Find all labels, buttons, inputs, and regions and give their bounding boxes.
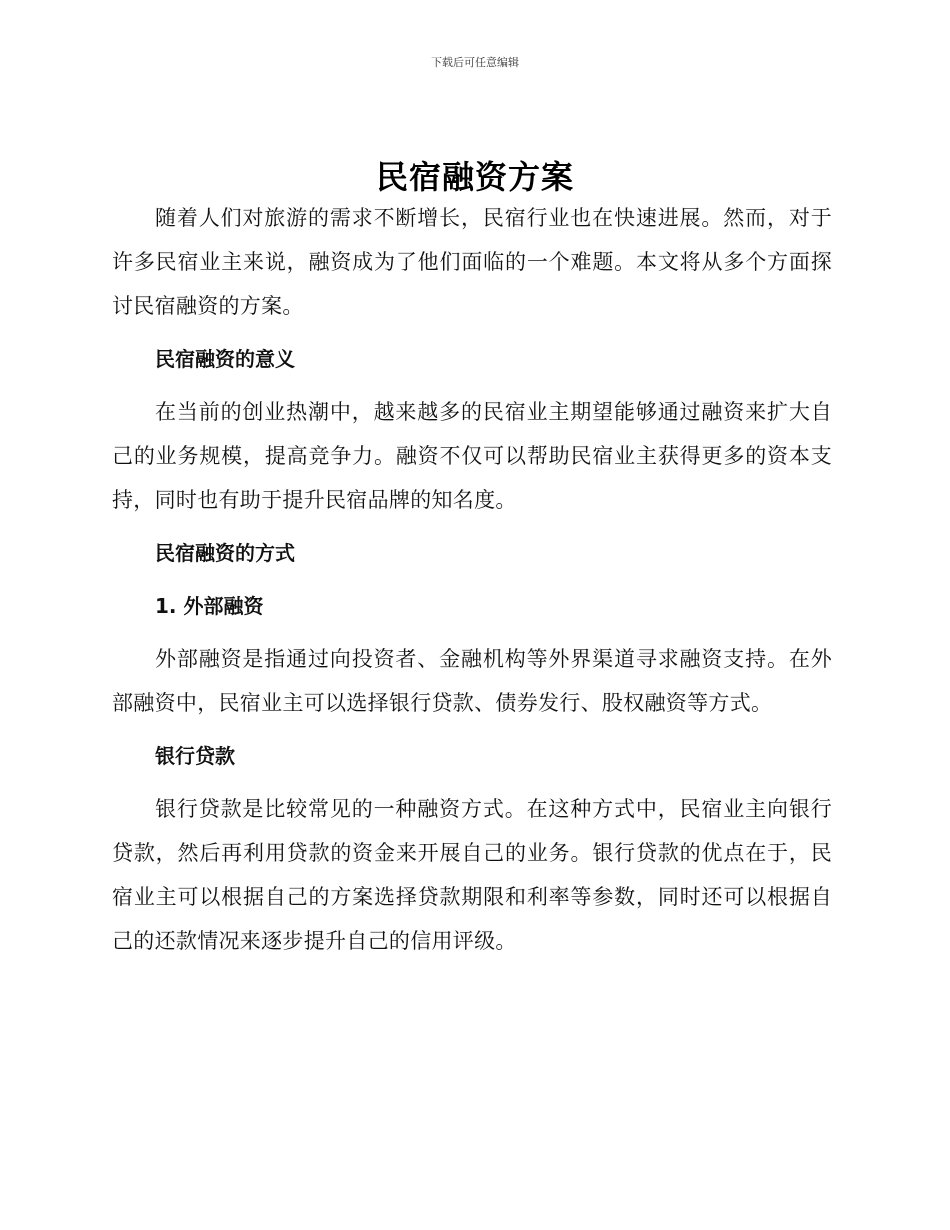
meaning-paragraph: 在当前的创业热潮中，越来越多的民宿业主期望能够通过融资来扩大自己的业务规模，提高竞争力。融资不仅可以帮助民宿业主获得更多的资本支持，同时也有助于提升民宿品牌的知名度。 — [112, 400, 832, 512]
external-paragraph: 外部融资是指通过向投资者、金融机构等外界渠道寻求融资支持。在外部融资中，民宿业主可以选择银行贷款、债券发行、股权融资等方式。 — [112, 647, 832, 715]
section-heading-methods: 民宿融资的方式 — [155, 541, 295, 565]
header-note: 下载后可任意编辑 — [431, 56, 519, 69]
bank-loan-paragraph: 银行贷款是比较常见的一种融资方式。在这种方式中，民宿业主向银行贷款，然后再利用贷款的资金来开展自己的业务。银行贷款的优点在于，民宿业主可以根据自己的方案选择贷款期限和利率等参数，同时还可以根据自己的还款情况来逐步提升自己的信用评级。 — [112, 797, 832, 953]
subsection-heading-bank-loan: 银行贷款 — [155, 744, 235, 768]
section-heading-meaning: 民宿融资的意义 — [155, 347, 295, 371]
intro-paragraph: 随着人们对旅游的需求不断增长，民宿行业也在快速进展。然而，对于许多民宿业主来说，融资成为了他们面临的一个难题。本文将从多个方面探讨民宿融资的方案。 — [112, 206, 832, 318]
document-body — [112, 196, 832, 963]
document-title: 民宿融资方案 — [375, 158, 574, 196]
subsection-heading-external: 1. 外部融资 — [155, 594, 264, 618]
